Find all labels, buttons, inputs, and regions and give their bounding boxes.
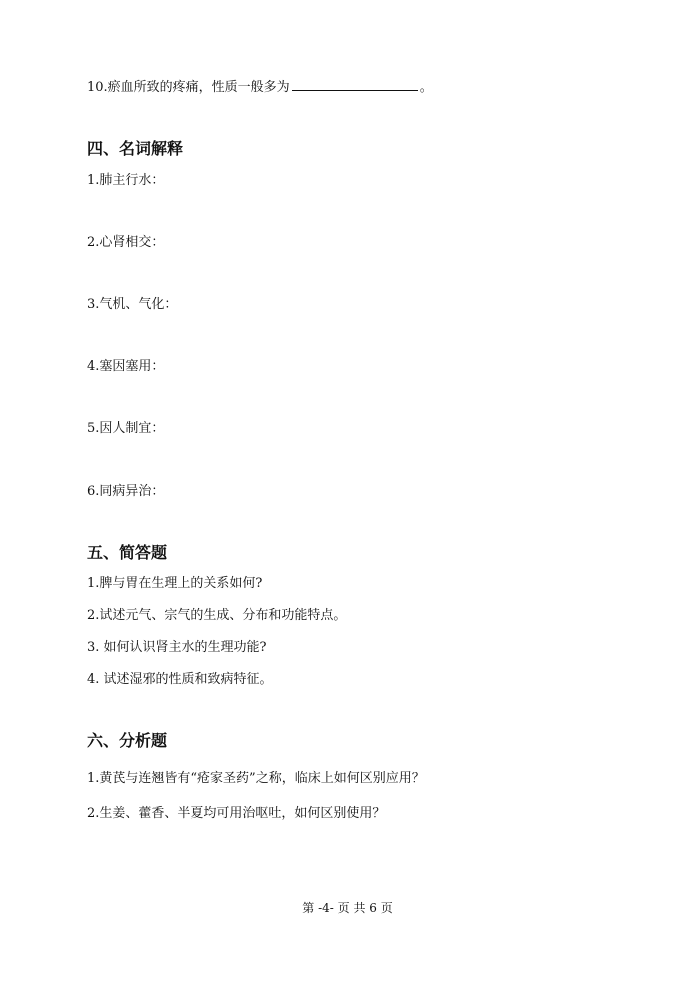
fill-in-question-10 [87,78,433,97]
question-text: 10.瘀血所致的疼痛，性质一般多为 [87,80,290,95]
section-5-title: 五、简答题 [87,543,168,562]
term-item-5: 5.因人制宜： [87,421,165,436]
short-answer-item-3: 3. 如何认识肾主水的生理功能? [87,640,267,655]
term-item-6: 6.同病异治： [87,484,165,499]
term-item-4: 4.塞因塞用： [87,359,165,374]
short-answer-item-1: 1.脾与胃在生理上的关系如何? [87,576,263,591]
answer-blank[interactable] [292,78,418,91]
term-item-2: 2.心肾相交： [87,235,165,250]
section-6-title: 六、分析题 [87,731,168,750]
short-answer-item-4: 4. 试述湿邪的性质和致病特征。 [87,672,273,687]
analysis-item-2: 2.生姜、藿香、半夏均可用治呕吐，如何区别使用？ [87,806,386,821]
page-footer: 第 -4- 页 共 6 页 [302,901,393,915]
short-answer-item-2: 2.试述元气、宗气的生成、分布和功能特点。 [87,608,347,623]
term-item-1: 1.肺主行水： [87,173,165,188]
analysis-item-1: 1.黄芪与连翘皆有“疮家圣药”之称，临床上如何区别应用？ [87,771,425,786]
term-item-3: 3.气机、气化： [87,297,178,312]
section-4-title: 四、名词解释 [87,139,184,158]
question-end: 。 [419,80,433,95]
